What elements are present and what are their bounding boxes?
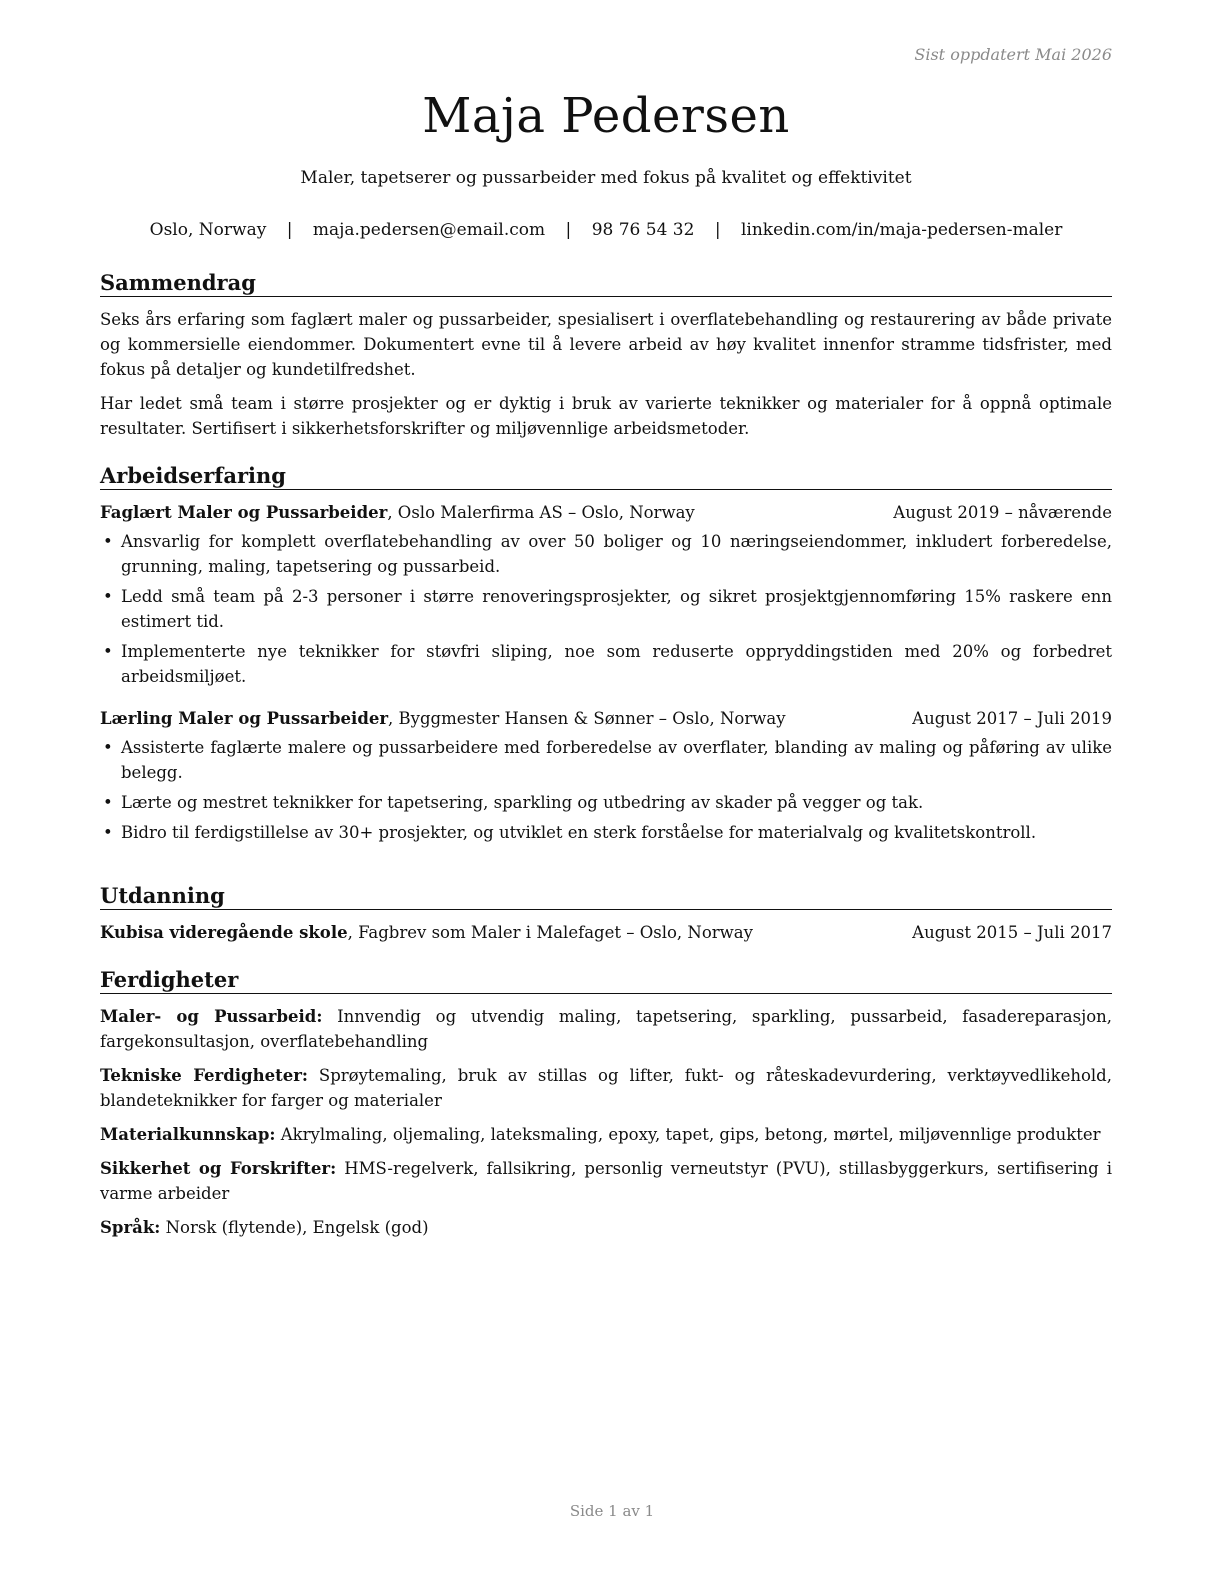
job-dates: August 2017 – Juli 2019 [912, 709, 1112, 728]
job-role: Lærling Maler og Pussarbeider [100, 709, 389, 728]
last-updated: Sist oppdatert Mai 2026 [914, 45, 1112, 64]
skill-item [100, 1156, 1112, 1206]
job-header [100, 706, 1112, 731]
skill-item [100, 1004, 1112, 1054]
skill-item [100, 1063, 1112, 1113]
contact-linkedin[interactable]: linkedin.com/in/maja-pedersen-maler [740, 220, 1063, 240]
job-role: Faglært Maler og Pussarbeider [100, 503, 388, 522]
job-company: , Oslo Malerfirma AS – Oslo, Norway [387, 503, 695, 522]
skills-section [100, 967, 1112, 1249]
page-number: Side 1 av 1 [569, 1502, 655, 1520]
job-bullet [100, 820, 1112, 845]
bullet-text: Bidro til ferdigstillelse av 30+ prosjekter, og utviklet en sterk forståelse for materialvalg og kvalitetskontroll. [121, 823, 1037, 842]
job-role-company [100, 706, 786, 731]
contact-email[interactable]: maja.pedersen@email.com [312, 220, 546, 240]
section-title: Ferdigheter [100, 967, 1112, 994]
job-dates: August 2019 – nåværende [893, 503, 1112, 522]
job-entry [100, 706, 1112, 845]
skill-label: Materialkunnskap: [100, 1125, 276, 1144]
bullet-icon: • [103, 738, 113, 757]
education-detail: , Fagbrev som Maler i Malefaget – Oslo, Norway [347, 923, 753, 942]
job-bullet [100, 735, 1112, 785]
section-title: Sammendrag [100, 270, 1112, 297]
skill-text: Sprøytemaling, bruk av stillas og lifter, fukt- og råteskadevurdering, verktøyvedlikehold, blandeteknikker for farger og materialer [100, 1066, 1112, 1110]
education-section [100, 883, 1112, 945]
skill-text: Norsk (flytende), Engelsk (god) [160, 1218, 429, 1237]
bullet-text: Assisterte faglærte malere og pussarbeidere med forberedelse av overflater, blanding av maling og påføring av ulike belegg. [121, 738, 1112, 782]
bullet-icon: • [103, 823, 113, 842]
contact-location: Oslo, Norway [149, 220, 267, 240]
job-bullets [100, 529, 1112, 689]
skill-label: Maler- og Pussarbeid: [100, 1007, 323, 1026]
job-bullet [100, 790, 1112, 815]
bullet-text: Ledd små team på 2-3 personer i større renoveringsprosjekter, og sikret prosjektgjennomføring 15% raskere enn estimert tid. [121, 587, 1112, 631]
experience-section [100, 463, 1112, 850]
contact-line [100, 220, 1112, 240]
summary-section [100, 270, 1112, 450]
job-bullet [100, 584, 1112, 634]
contact-separator: | [714, 220, 721, 240]
summary-paragraph: Har ledet små team i større prosjekter og er dyktig i bruk av varierte teknikker og materialer for å oppnå optimale resultater. Sertifisert i sikkerhetsforskrifter og miljøvennlige arbeidsmetoder. [100, 394, 1112, 438]
bullet-icon: • [103, 793, 113, 812]
bullet-icon: • [103, 532, 113, 551]
skill-text: Akrylmaling, oljemaling, lateksmaling, epoxy, tapet, gips, betong, mørtel, miljøvennlige produkter [275, 1125, 1101, 1144]
job-role-company [100, 500, 695, 525]
bullet-icon: • [103, 642, 113, 661]
job-bullet [100, 639, 1112, 689]
skill-text: HMS-regelverk, fallsikring, personlig verneutstyr (PVU), stillasbyggerkurs, sertifisering i varme arbeider [100, 1159, 1112, 1203]
contact-separator: | [286, 220, 293, 240]
skill-text: Innvendig og utvendig maling, tapetsering, sparkling, pussarbeid, fasadereparasjon, fargekonsultasjon, overflatebehandling [100, 1007, 1112, 1051]
bullet-text: Implementerte nye teknikker for støvfri sliping, noe som reduserte oppryddingstiden med 20% og forbedret arbeidsmiljøet. [121, 642, 1112, 686]
section-title: Utdanning [100, 883, 1112, 910]
skill-label: Sikkerhet og Forskrifter: [100, 1159, 337, 1178]
education-school: Kubisa videregående skole [100, 923, 348, 942]
tagline: Maler, tapetserer og pussarbeider med fokus på kvalitet og effektivitet [300, 168, 912, 188]
job-header [100, 500, 1112, 525]
section-title: Arbeidserfaring [100, 463, 1112, 490]
skill-item [100, 1122, 1112, 1147]
education-entry [100, 920, 1112, 945]
skill-label: Tekniske Ferdigheter: [100, 1066, 308, 1085]
bullet-text: Lærte og mestret teknikker for tapetsering, sparkling og utbedring av skader på vegger og tak. [121, 793, 924, 812]
bullet-icon: • [103, 587, 113, 606]
job-bullets [100, 735, 1112, 845]
contact-phone: 98 76 54 32 [591, 220, 695, 240]
education-school-detail [100, 920, 753, 945]
job-entry [100, 500, 1112, 689]
bullet-text: Ansvarlig for komplett overflatebehandling av over 50 boliger og 10 næringseiendommer, inkludert forberedelse, grunning, maling, tapetsering og pussarbeid. [121, 532, 1112, 576]
job-bullet [100, 529, 1112, 579]
skill-item [100, 1215, 1112, 1240]
education-dates: August 2015 – Juli 2017 [912, 923, 1112, 942]
job-company: , Byggmester Hansen & Sønner – Oslo, Norway [388, 709, 786, 728]
skill-label: Språk: [100, 1218, 161, 1237]
contact-separator: | [565, 220, 572, 240]
candidate-name: Maja Pedersen [422, 88, 790, 144]
summary-paragraph: Seks års erfaring som faglært maler og pussarbeider, spesialisert i overflatebehandling og restaurering av både private og kommersielle eiendommer. Dokumentert evne til å levere arbeid av høy kvalitet innenfor stramme tidsfrister, med fokus på detaljer og kundetilfredshet. [100, 310, 1112, 379]
